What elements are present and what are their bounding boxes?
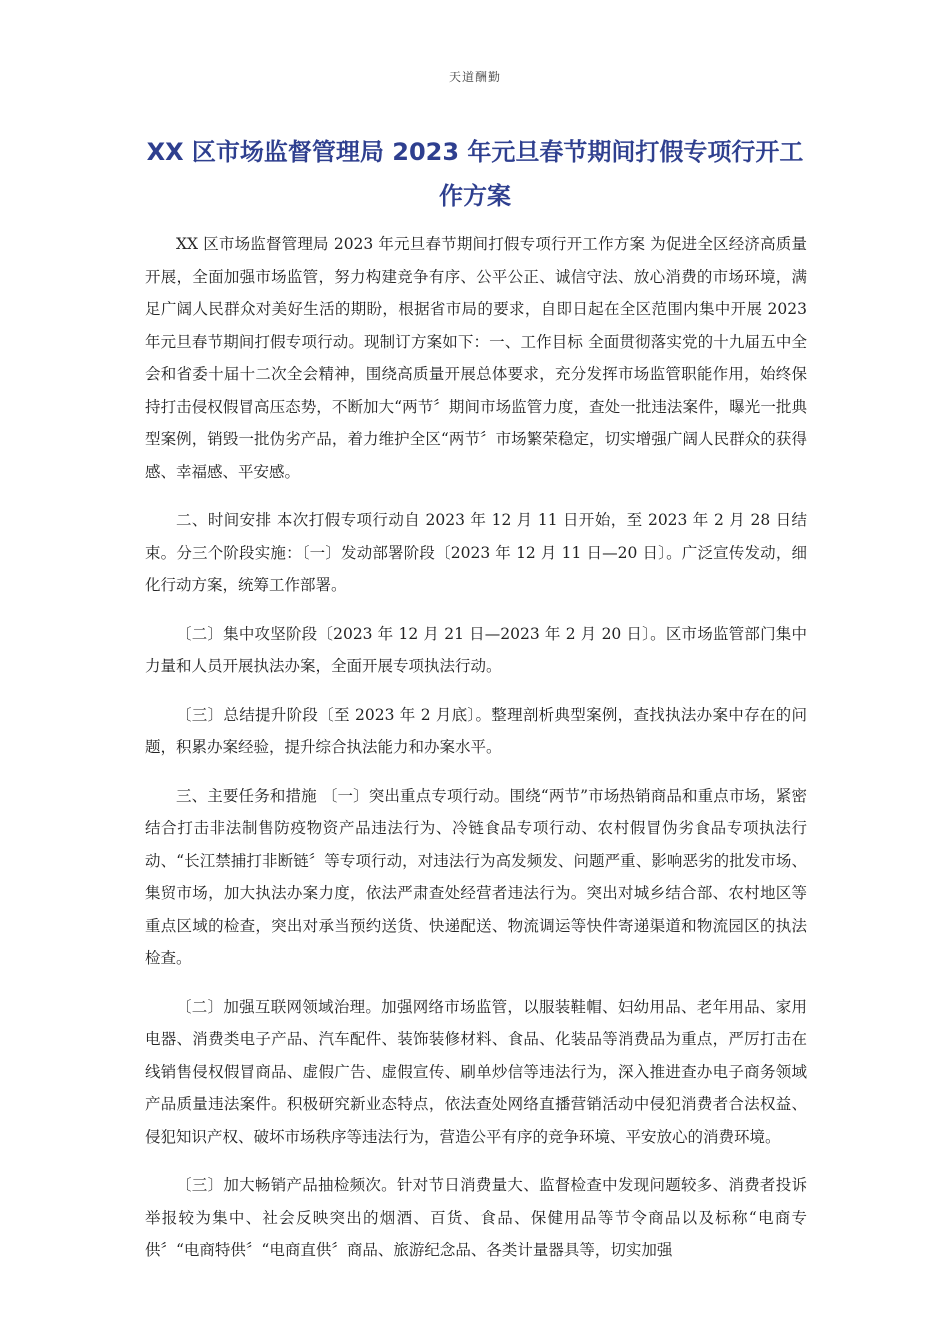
paragraph-phase-three: 〔三〕总结提升阶段〔至 2023 年 2 月底〕。整理剖析典型案例，查找执法办案中存在的问题，积累办案经验，提升综合执法能力和办案水平。: [145, 705, 807, 756]
paragraph-phase-two: 〔二〕集中攻坚阶段〔2023 年 12 月 21 日—2023 年 2 月 20 日〕。区市场监管部门集中力量和人员开展执法办案，全面开展专项执法行动。: [145, 624, 807, 675]
document-title: XX 区市场监督管理局 2023 年元旦春节期间打假专项行开工作方案: [146, 138, 804, 210]
paragraph-intro: XX 区市场监督管理局 2023 年元旦春节期间打假专项行开工作方案 为促进全区经济高质量开展，全面加强市场监管，努力构建竞争有序、公平公正、诚信守法、放心消费的市场环境，满足广阔人民群众对美好生活的期盼，根据省市局的要求，自即日起在全区范围内集中开展 2023 年元旦春节期间打假专项行动。现制订方案如下：一、工作目标 全面贯彻落实党的十九届五中全会和省委十届十二次全会精神，围绕高质量开展总体要求，充分发挥市场监管职能作用，始终保持打击侵权假冒高压态势，不断加大“两节〞期间市场监管力度，查处一批违法案件，曝光一批典型案例，销毁一批伪劣产品，着力维护全区“两节〞市场繁荣稳定，切实增强广阔人民群众的获得感、幸福感、平安感。: [145, 235, 807, 481]
page-header: 天道酬勤: [448, 70, 501, 84]
paragraph-tasks: 三、主要任务和措施 〔一〕突出重点专项行动。围绕“两节”市场热销商品和重点市场，紧密结合打击非法制售防疫物资产品违法行为、冷链食品专项行动、农村假冒伪劣食品专项执法行动、“长江禁捕打非断链〞等专项行动，对违法行为高发频发、问题严重、影响恶劣的批发市场、集贸市场，加大执法办案力度，依法严肃查处经营者违法行为。突出对城乡结合部、农村地区等重点区域的检查，突出对承当预约送货、快递配送、物流调运等快件寄递渠道和物流园区的执法检查。: [145, 786, 807, 967]
document-body: [145, 228, 807, 1283]
paragraph-internet: 〔二〕加强互联网领域治理。加强网络市场监管，以服装鞋帽、妇幼用品、老年用品、家用电器、消费类电子产品、汽车配件、装饰装修材料、食品、化装品等消费品为重点，严厉打击在线销售侵权假冒商品、虚假广告、虚假宣传、刷单炒信等违法行为，深入推进查办电子商务领域产品质量违法案件。积极研究新业态特点，依法查处网络直播营销活动中侵犯消费者合法权益、侵犯知识产权、破坏市场秩序等违法行为，营造公平有序的竞争环境、平安放心的消费环境。: [145, 997, 807, 1146]
paragraph-inspection: 〔三〕加大畅销产品抽检频次。针对节日消费量大、监督检查中发现问题较多、消费者投诉举报较为集中、社会反映突出的烟酒、百货、食品、保健用品等节令商品以及标称“电商专供〞“电商特供〞“电商直供〞商品、旅游纪念品、各类计量器具等，切实加强: [145, 1176, 807, 1259]
paragraph-schedule: 二、时间安排 本次打假专项行动自 2023 年 12 月 11 日开始，至 2023 年 2 月 28 日结束。分三个阶段实施：〔一〕发动部署阶段〔2023 年 12 月 11 日—20 日〕。广泛宣传发动，细化行动方案，统筹工作部署。: [145, 511, 807, 594]
